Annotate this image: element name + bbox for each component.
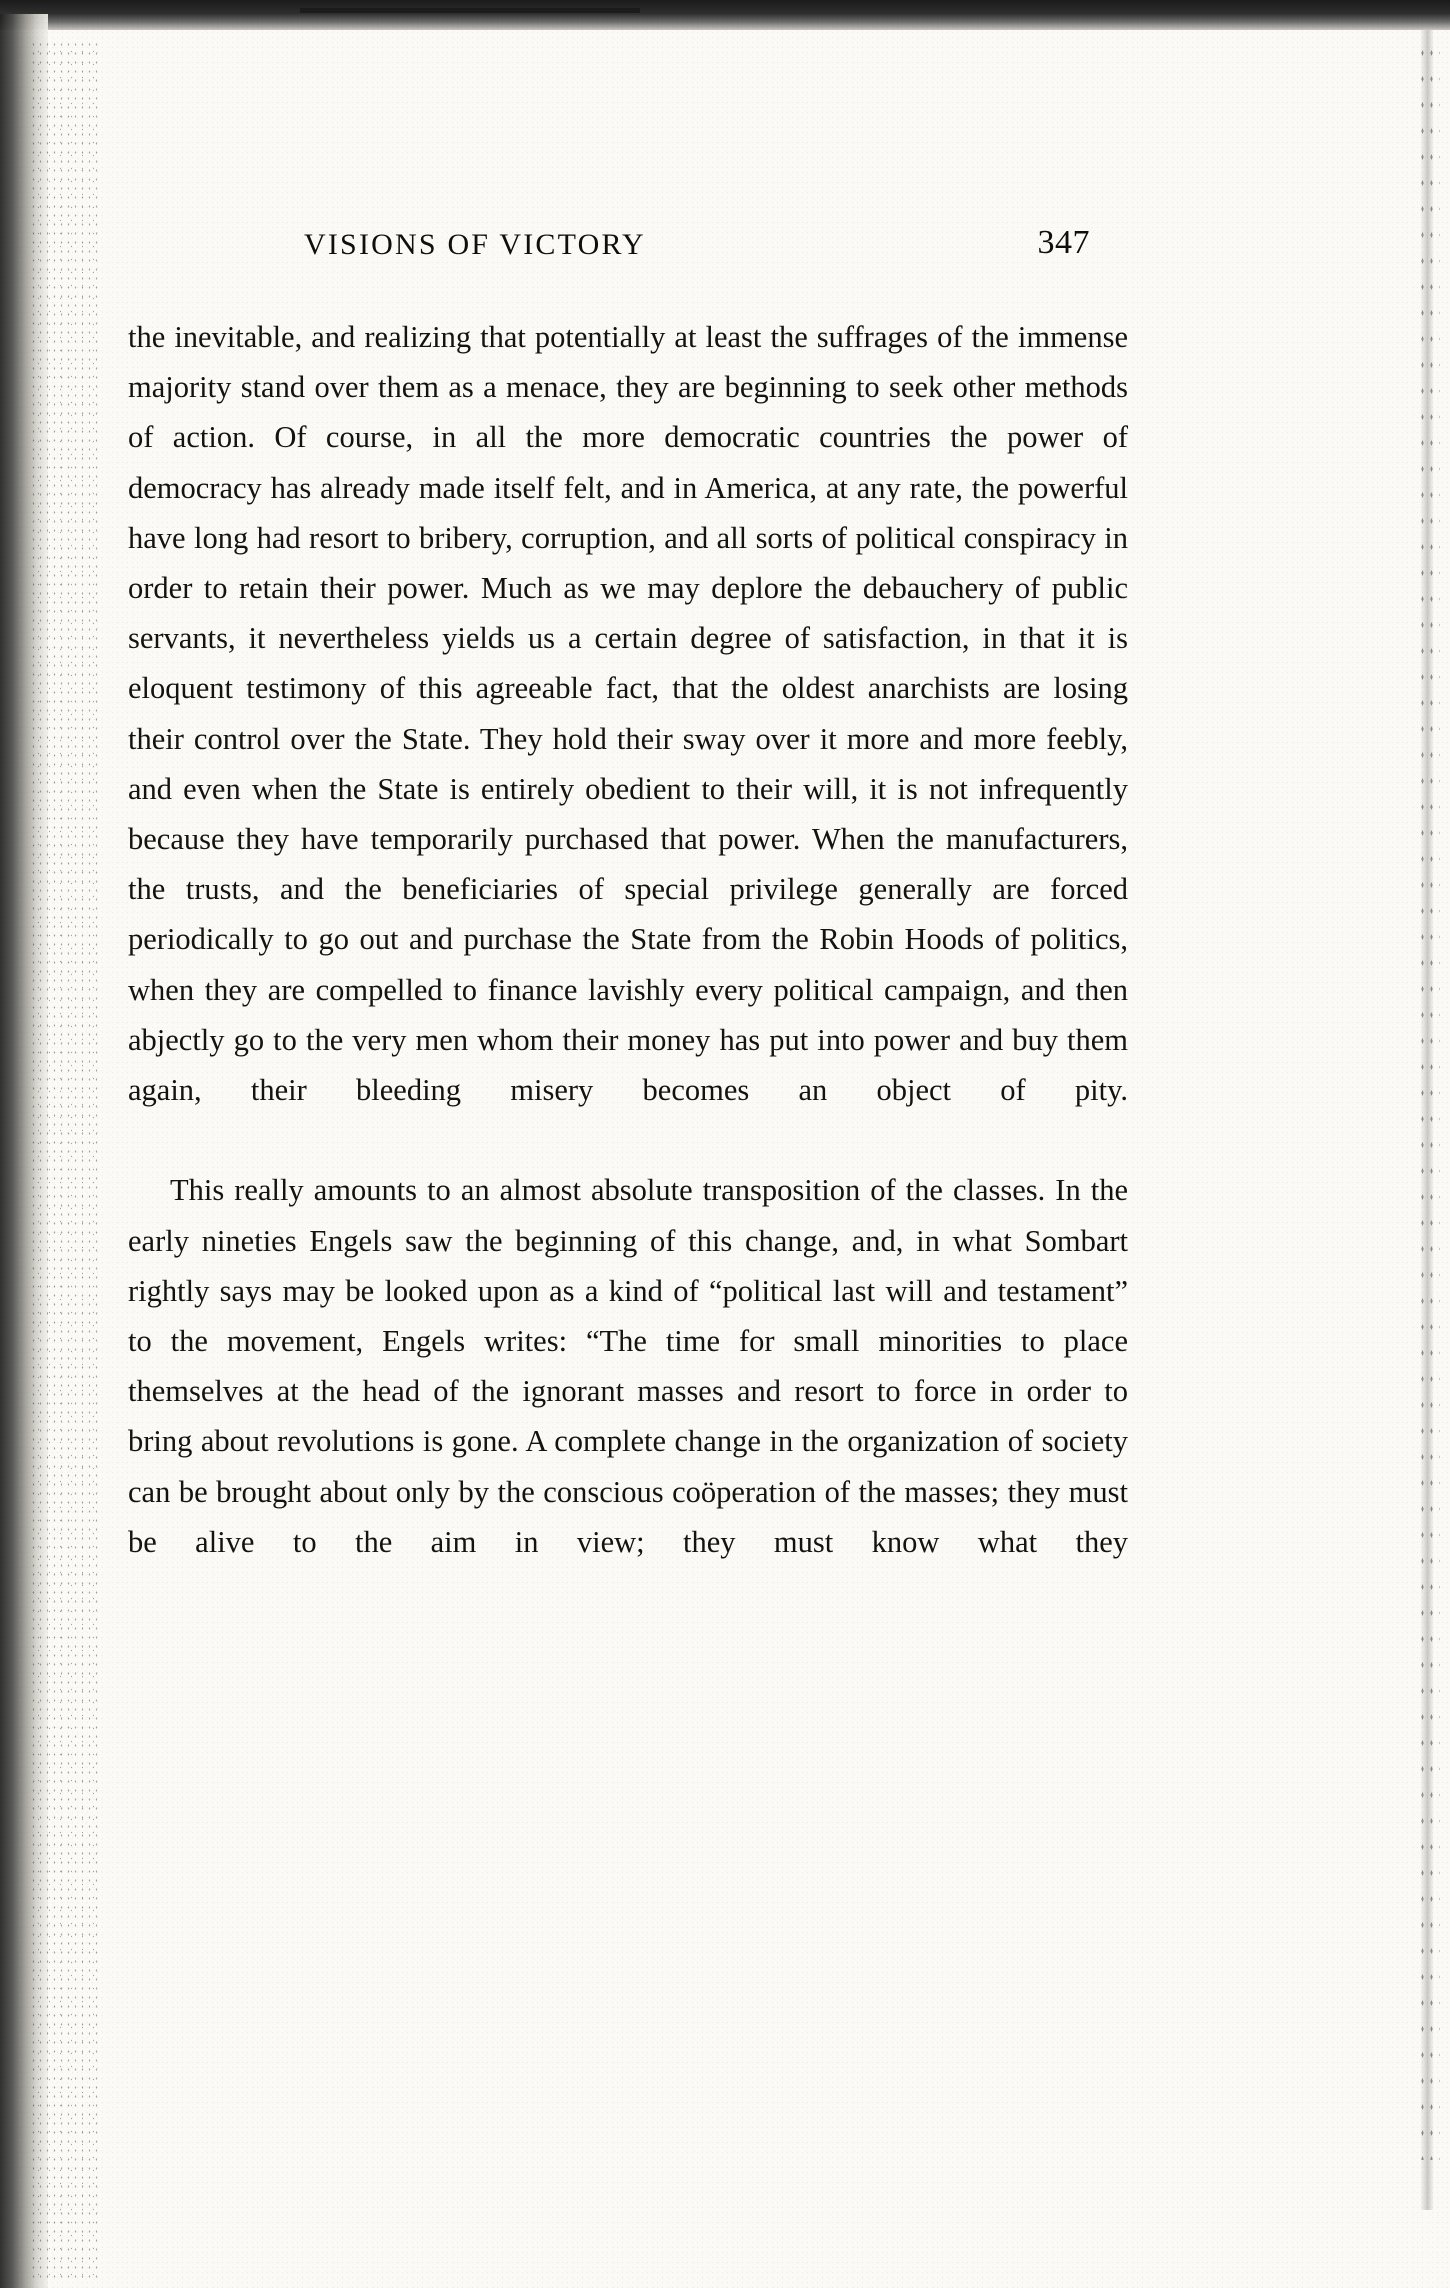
scan-left-speckle (30, 40, 100, 2280)
running-head-title: VISIONS OF VICTORY (304, 228, 646, 261)
paragraph: This really amounts to an almost absolute transposition of the classes. In the early nineties Engels saw the beginning of this change, and, in what Sombart rightly says may be looked upon as a kind of “political last will and testament” to the movement, Engels writes: “The time for small minorities to place themselves at the head of the ignorant masses and resort to force in order to bring about revolutions is gone. A complete change in the organization of society can be brought about only by the conscious coöperation of the masses; they must be alive to the aim in view; they must know what they (128, 1173, 1128, 1559)
body-text (128, 312, 1128, 1617)
running-head (128, 224, 1128, 268)
scan-right-marks (1418, 40, 1440, 2160)
page-content (128, 0, 1128, 1617)
page-number: 347 (1037, 224, 1090, 261)
paragraph: the inevitable, and realizing that potentially at least the suffrages of the immense majority stand over them as a menace, they are beginning to seek other methods of action. Of course, in all the more democratic countries the power of democracy has already made itself felt, and in America, at any rate, the powerful have long had resort to bribery, corruption, and all sorts of political conspiracy in order to retain their power. Much as we may deplore the debauchery of public servants, it nevertheless yields us a certain degree of satisfaction, in that it is eloquent testimony of this agreeable fact, that the oldest anarchists are losing their control over the State. They hold their sway over it more and more feebly, and even when the State is entirely obedient to their will, it is not infrequently because they have temporarily purchased that power. When the manufacturers, the trusts, and the beneficiaries of special privilege generally are forced periodically to go out and purchase the State from the Robin Hoods of politics, when they are compelled to finance lavishly every political campaign, and then abjectly go to the very men whom their money has put into power and buy them again, their bleeding misery becomes an object of pity. (128, 320, 1128, 1108)
